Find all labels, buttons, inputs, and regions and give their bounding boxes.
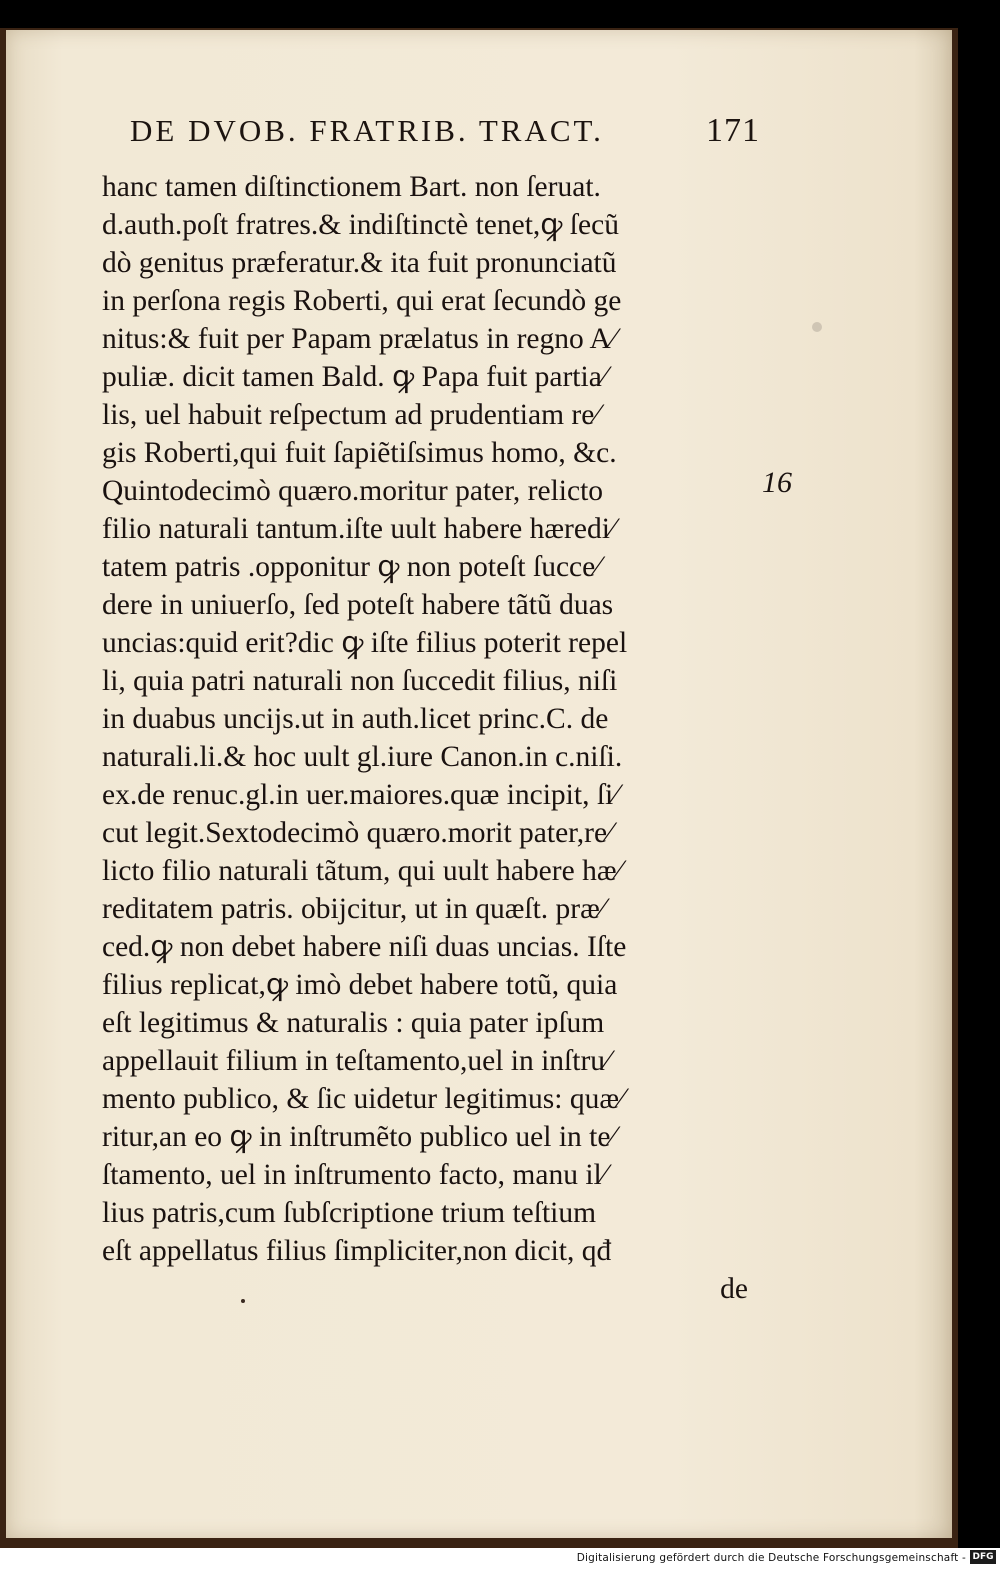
text-line: dò genitus præferatur.& ita fuit pronunciatũ: [102, 247, 617, 279]
page-number: 171: [706, 112, 760, 149]
text-line: dere in uniuerſo, ſed poteſt habere tãtũ duas: [102, 589, 614, 621]
text-line: d.auth.poſt fratres.& indiſtinctè tenet,ꝙ ſecũ: [102, 209, 619, 241]
text-line: in perſona regis Roberti, qui erat ſecundò ge: [102, 285, 622, 317]
text-line: ex.de renuc.gl.in uer.maiores.quæ incipit, ſi⁄: [102, 779, 619, 811]
text-line: in duabus uncijs.ut in auth.licet princ.C. de: [102, 703, 609, 735]
body-text: [102, 168, 752, 1308]
text-line: naturali.li.& hoc uult gl.iure Canon.in c.niſi.: [102, 741, 623, 773]
text-line: tatem patris .opponitur ꝙ non poteſt ſucce⁄: [102, 551, 601, 583]
text-line: mento publico, & ſic uidetur legitimus: quæ⁄: [102, 1083, 624, 1115]
funding-credit: Digitalisierung gefördert durch die Deutsche Forschungsgemeinschaft -: [576, 1552, 966, 1564]
text-line: uncias:quid erit?dic ꝙ iſte filius poterit repel: [102, 627, 628, 659]
text-line: gis Roberti,qui fuit ſapiẽtiſsimus homo, &c.: [102, 437, 617, 469]
text-line: filio naturali tantum.iſte uult habere hæredi⁄: [102, 513, 615, 545]
text-line: lis, uel habuit reſpectum ad prudentiam re⁄: [102, 399, 600, 431]
text-line: Quintodecimò quæro.moritur pater, relicto: [102, 475, 604, 507]
text-line: lius patris,cum ſubſcriptione trium teſtium: [102, 1197, 597, 1229]
text-line: filius replicat,ꝙ imò debet habere totũ, quia: [102, 969, 618, 1001]
text-line: cut legit.Sextodecimò quæro.morit pater,re⁄: [102, 817, 613, 849]
text-line: appellauit filium in teſtamento,uel in inſtru⁄: [102, 1045, 610, 1077]
text-line: puliæ. dicit tamen Bald. ꝙ Papa fuit partia⁄: [102, 361, 607, 393]
ink-dot: [241, 1299, 245, 1303]
text-line: ritur,an eo ꝙ in inſtrumẽto publico uel in te⁄: [102, 1121, 616, 1153]
paper-speck: [812, 322, 822, 332]
dfg-logo-icon: DFG: [970, 1550, 996, 1564]
running-head: [130, 112, 760, 160]
text-line: li, quia patri naturali non ſuccedit filius, niſi: [102, 665, 618, 697]
text-line: eſt legitimus & naturalis : quia pater ipſum: [102, 1007, 605, 1039]
text-line: ced.ꝙ non debet habere niſi duas uncias. Iſte: [102, 931, 627, 963]
text-line: ſtamento, uel in inſtrumento facto, manu il⁄: [102, 1159, 607, 1191]
running-title: DE DVOB. FRATRIB. TRACT.: [130, 113, 604, 148]
text-line: licto filio naturali tãtum, qui uult habere hæ⁄: [102, 855, 622, 887]
text-line: reditatem patris. obijcitur, ut in quæſt. præ⁄: [102, 893, 605, 925]
text-line: eſt appellatus filius ſimpliciter,non dicit, qđ: [102, 1235, 612, 1267]
text-line: nitus:& fuit per Papam prælatus in regno A⁄: [102, 323, 616, 355]
text-line: hanc tamen diſtinctionem Bart. non ſeruat.: [102, 171, 601, 203]
margin-note-number: 16: [762, 466, 792, 499]
catchword: de: [720, 1273, 748, 1305]
